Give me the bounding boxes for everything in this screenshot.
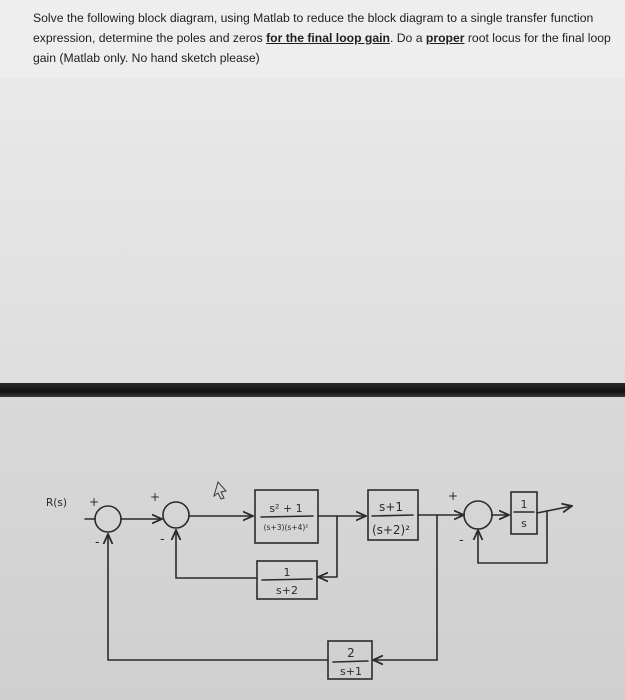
sum2-plus-sign: + [150,490,161,504]
h1-fraction-bar [262,579,312,580]
h2-denominator: s+1 [340,665,362,678]
question-part-1: Solve the following block diagram, using Matlab to reduce the block diagram to a single transfer function expression, determine the poles and zeros [33,11,594,45]
cursor-arrow-icon [214,482,226,499]
g1-fraction-bar [261,516,313,517]
g3-denominator: s [521,517,527,530]
input-label: R(s) [46,497,67,509]
question-part-3: root locus for the final loop gain (Matlab only. No hand sketch please) [33,31,611,65]
wire-h1-to-sum2 [176,530,257,578]
sum2-minus-sign: - [160,532,165,547]
output-wire [537,506,572,513]
sum3-minus-sign: - [459,533,464,548]
g1-numerator: s² + 1 [269,502,303,515]
sum1-plus-sign: + [89,495,100,509]
g3-numerator: 1 [520,498,528,511]
g2-denominator: (s+2)² [371,523,411,537]
g2-numerator: s+1 [379,500,403,514]
wire-h1-feedback-pickoff [318,516,337,577]
g1-denominator: (s+3)(s+4)² [263,523,309,532]
emphasis-proper: proper [425,31,465,45]
sum1-minus-sign: - [95,535,100,550]
summing-junction-2 [163,502,189,528]
summing-junction-1 [95,506,121,532]
g2-fraction-bar [372,515,413,516]
summing-junction-3 [464,501,492,529]
emphasis-final-loop-gain: for the final loop gain [266,31,390,45]
sum3-plus-sign: + [448,489,459,503]
h1-numerator: 1 [283,566,291,579]
question-part-2: . Do a [389,31,426,45]
wire-h2-to-sum1 [108,534,328,660]
h2-numerator: 2 [347,646,355,660]
h1-denominator: s+2 [276,584,298,597]
h2-fraction-bar [333,661,368,662]
